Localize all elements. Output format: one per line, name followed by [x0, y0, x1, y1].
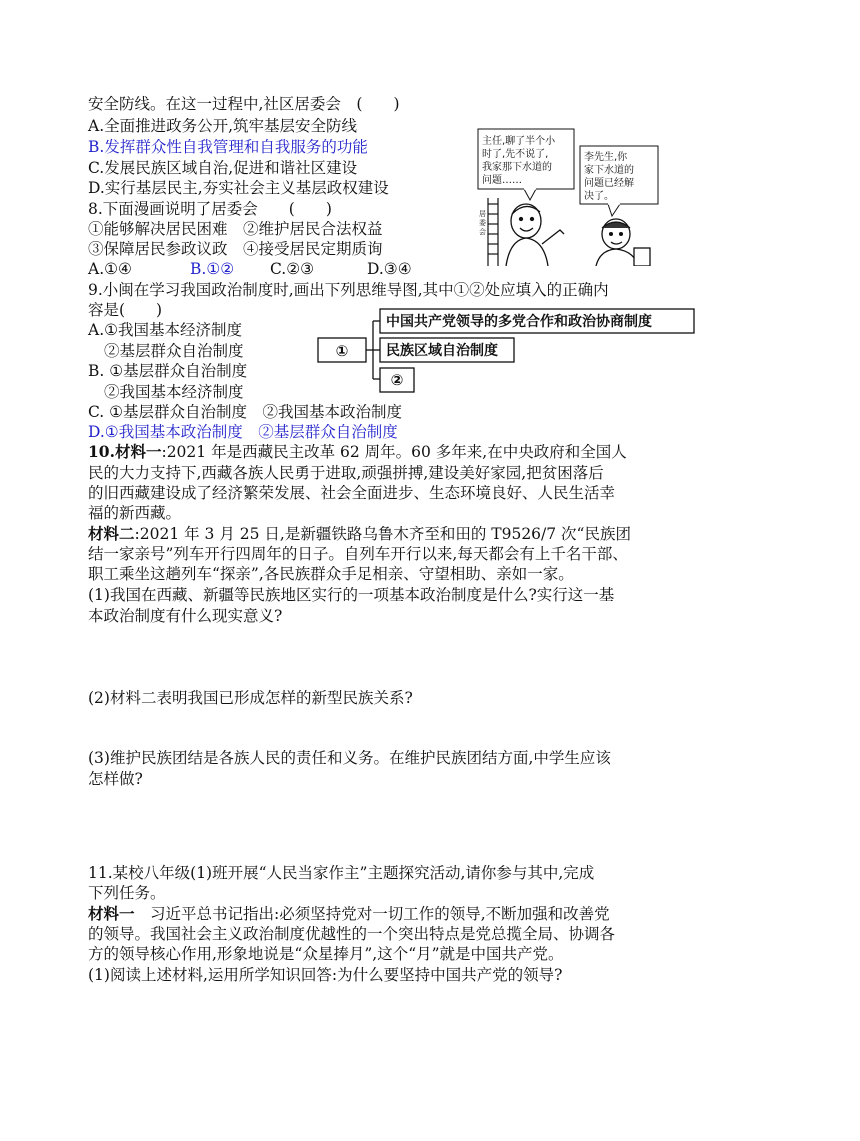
q10-material-1-line-4: 福的新西藏。	[88, 504, 182, 522]
q9-option-a-line-2: ②基层群众自治制度	[104, 342, 244, 360]
q10-subquestion-3-line-2: 怎样做?	[88, 770, 143, 788]
q11-subquestion-1: (1)阅读上述材料,运用所学知识回答:为什么要坚持中国共产党的领导?	[88, 966, 563, 984]
mindmap-root-label: ①	[335, 342, 349, 360]
q11-material-1-label: 材料一	[88, 904, 135, 923]
q11-stem-line-2: 下列任务。	[88, 884, 166, 902]
q10-material-1-line-3: 的旧西藏建设成了经济繁荣发展、社会全面进步、生态环境良好、人民生活幸	[88, 484, 616, 502]
mindmap-branch-2-label: 民族区域自治制度	[386, 343, 498, 359]
svg-text:会: 会	[479, 228, 486, 236]
q10-material-1-line-1: 10.材料一:2021 年是西藏民主改革 62 周年。60 多年来,在中央政府和全国人	[88, 442, 627, 461]
q10-subquestion-1-line-2: 本政治制度有什么现实意义?	[88, 607, 283, 625]
svg-text:居: 居	[479, 210, 486, 218]
q8-choice-d: D.③④	[367, 260, 412, 278]
q9-option-c: C. ①基层群众自治制度 ②我国基本政治制度	[88, 403, 403, 421]
political-system-mindmap	[316, 306, 696, 398]
comic-resident-figure	[506, 204, 564, 266]
svg-text:委: 委	[479, 219, 486, 227]
q9-option-b-line-1: B. ①基层群众自治制度	[88, 362, 248, 380]
q10-material-1-line-2: 民的大力支持下,西藏各族人民勇于进取,顽强拼搏,建设美好家园,把贫困落后	[88, 464, 604, 482]
comic-committee-sign	[479, 209, 486, 236]
q7-option-c: C.发展民族区域自治,促进和谐社区建设	[88, 159, 358, 177]
q10-subquestion-1-line-1: (1)我国在西藏、新疆等民族地区实行的一项基本政治制度是什么?实行这一基	[88, 586, 615, 604]
q10-material-2-line-2: 结一家亲号”列车开行四周年的日子。自列车开行以来,每天都会有上千名干部、	[88, 545, 628, 563]
comic-right-line: 家下水道的	[584, 165, 634, 176]
comic-left-line: 问题……	[482, 175, 522, 186]
q7-option-b-answer: B.发挥群众性自我管理和自我服务的功能	[88, 138, 368, 156]
comic-left-line: 主任,聊了半个小	[482, 136, 556, 147]
q7-option-d: D.实行基层民主,夯实社会主义基层政权建设	[88, 179, 389, 197]
comic-director-figure	[596, 219, 650, 266]
q11-material-1-line-3: 方的领导核心作用,形象地说是“众星捧月”,这个“月”就是中国共产党。	[88, 945, 564, 963]
q9-option-b-line-2: ②我国基本经济制度	[104, 383, 244, 401]
q11-material-1-line-2: 的领导。我国社会主义政治制度优越性的一个突出特点是党总揽全局、协调各	[88, 925, 616, 943]
q10-subquestion-2: (2)材料二表明我国已形成怎样的新型民族关系?	[88, 689, 413, 707]
q11-stem-line-1: 11.某校八年级(1)班开展“人民当家作主”主题探究活动,请你参与其中,完成	[88, 864, 595, 882]
q10-subquestion-3-line-1: (3)维护民族团结是各族人民的责任和义务。在维护民族团结方面,中学生应该	[88, 749, 611, 767]
comic-right-line: 问题已经解	[584, 178, 634, 189]
q9-stem-line-2: 容是( )	[88, 301, 163, 319]
q8-items-line-1: ①能够解决居民困难 ②维护居民合法权益	[88, 220, 383, 238]
q9-option-a-line-1: A.①我国基本经济制度	[88, 321, 243, 339]
q7-option-a: A.全面推进政务公开,筑牢基层安全防线	[88, 117, 358, 135]
comic-right-line: 决了。	[584, 191, 614, 202]
q10-material-2-line-1: 材料二:2021 年 3 月 25 日,是新疆铁路乌鲁木齐至和田的 T9526/7 次“民族团	[88, 524, 631, 543]
comic-left-line: 我家那下水道的	[482, 162, 552, 173]
comic-right-line: 李先生,你	[584, 152, 628, 163]
comic-ladder	[488, 198, 498, 266]
q8-choice-b-answer: B.①②	[190, 260, 235, 278]
q9-stem-line-1: 9.小闽在学习我国政治制度时,画出下列思维导图,其中①②处应填入的正确内	[88, 281, 609, 299]
q11-material-1-line-1: 材料一 习近平总书记指出:必须坚持党对一切工作的领导,不断加强和改善党	[88, 904, 610, 923]
q8-choice-c: C.②③	[270, 260, 315, 278]
q8-items-line-2: ③保障居民参政议政 ④接受居民定期质询	[88, 240, 383, 258]
mindmap-branch-1-label: 中国共产党领导的多党合作和政治协商制度	[386, 314, 652, 330]
q9-option-d-answer: D.①我国基本政治制度 ②基层群众自治制度	[88, 423, 398, 441]
q10-material-2-label: 材料二	[88, 524, 135, 543]
q7-stem-tail: 安全防线。在这一过程中,社区居委会 ( )	[88, 95, 400, 113]
residents-committee-comic	[476, 124, 662, 266]
mindmap-branch-3-label: ②	[390, 371, 404, 389]
q10-material-1-label: 10.材料一	[88, 442, 162, 461]
q8-stem: 8.下面漫画说明了居委会 ( )	[88, 200, 332, 218]
q10-material-2-line-3: 职工乘坐这趟列车“探亲”,各民族群众手足相亲、守望相助、亲如一家。	[88, 565, 574, 583]
q8-choice-a: A.①④	[88, 260, 132, 278]
comic-left-line: 时了,先不说了,	[482, 149, 549, 160]
